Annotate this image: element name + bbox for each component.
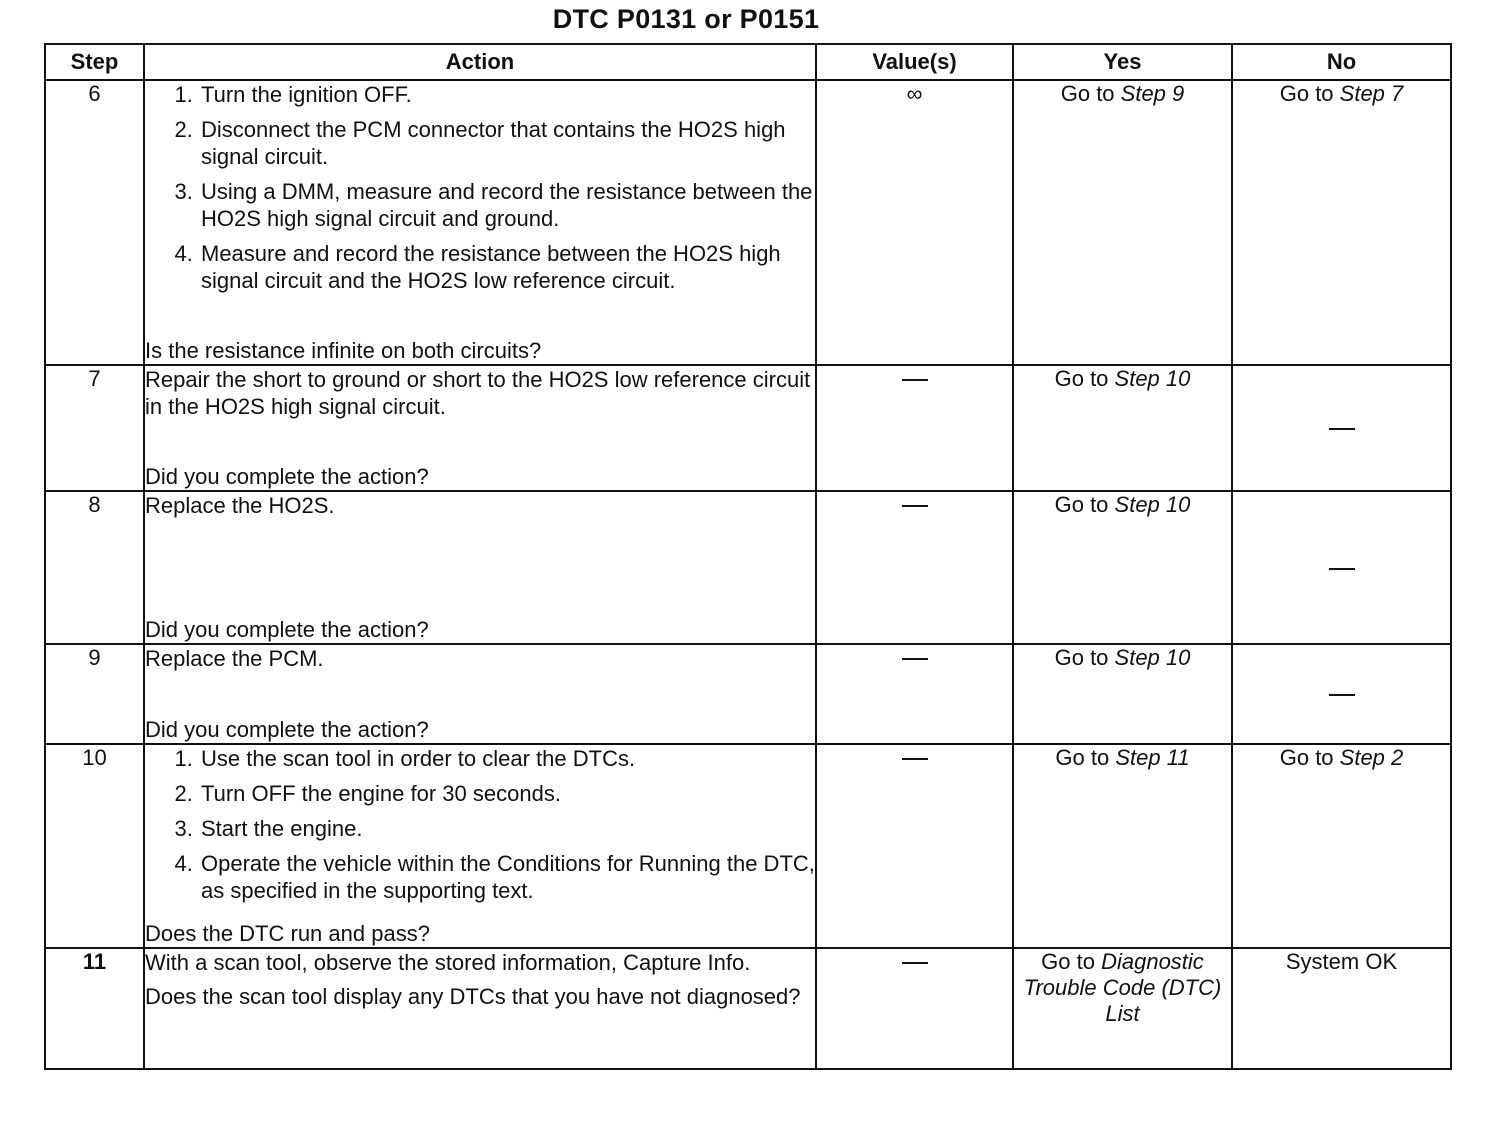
no-cell: [1232, 491, 1451, 644]
table-row: [45, 744, 1451, 948]
action-question: Is the resistance infinite on both circuits?: [145, 338, 542, 363]
yes-cell: [1013, 365, 1232, 491]
value-cell: [816, 491, 1013, 644]
list-item: 4. Operate the vehicle within the Conditions for Running the DTC, as specified in the supporting text.: [199, 850, 815, 904]
list-item: 1. Turn the ignition OFF.: [199, 81, 815, 108]
no-cell: [1232, 948, 1451, 1069]
no-cell: [1232, 80, 1451, 365]
list-item: 3. Start the engine.: [199, 815, 815, 842]
list-item: 2. Disconnect the PCM connector that contains the HO2S high signal circuit.: [199, 116, 815, 170]
table-row: [45, 365, 1451, 491]
header-no: No: [1232, 44, 1451, 80]
yes-goto-link[interactable]: Go to Step 9: [1060, 81, 1185, 106]
diagnostic-table: [44, 43, 1452, 1070]
value-cell: ∞: [816, 80, 1013, 365]
action-text: With a scan tool, observe the stored information, Capture Info.: [145, 950, 751, 975]
yes-cell: [1013, 948, 1232, 1069]
action-text: Repair the short to ground or short to the HO2S low reference circuit in the HO2S high signal circuit.: [145, 367, 811, 419]
yes-cell: [1013, 80, 1232, 365]
yes-goto-link[interactable]: Go to Diagnostic Trouble Code (DTC) List: [1023, 949, 1222, 1026]
action-question: Did you complete the action?: [145, 717, 429, 742]
header-step: Step: [45, 44, 144, 80]
no-result-text: System OK: [1285, 949, 1398, 974]
dash-mark: [902, 505, 928, 507]
step-number: 9: [45, 644, 144, 744]
yes-goto-link[interactable]: Go to Step 10: [1054, 492, 1191, 517]
action-question: Did you complete the action?: [145, 617, 429, 642]
value-cell: [816, 644, 1013, 744]
list-item: 1. Use the scan tool in order to clear the DTCs.: [199, 745, 815, 772]
yes-goto-link[interactable]: Go to Step 10: [1054, 645, 1191, 670]
dash-mark: [902, 658, 928, 660]
action-cell: [144, 80, 816, 365]
no-cell: [1232, 644, 1451, 744]
action-cell: [144, 491, 816, 644]
table-row: [45, 491, 1451, 644]
dash-mark: [902, 758, 928, 760]
yes-cell: [1013, 744, 1232, 948]
dash-mark: [902, 962, 928, 964]
header-values: Value(s): [816, 44, 1013, 80]
action-question: Does the DTC run and pass?: [145, 921, 430, 946]
yes-cell: [1013, 491, 1232, 644]
value-cell: [816, 365, 1013, 491]
page-title: DTC P0131 or P0151: [552, 4, 820, 34]
dash-mark: [1329, 694, 1355, 696]
header-yes: Yes: [1013, 44, 1232, 80]
list-item: 3. Using a DMM, measure and record the resistance between the HO2S high signal circuit and ground.: [199, 178, 815, 232]
action-steps: [145, 745, 815, 904]
no-goto-link[interactable]: Go to Step 7: [1279, 81, 1404, 106]
yes-cell: [1013, 644, 1232, 744]
action-question: Does the scan tool display any DTCs that you have not diagnosed?: [145, 984, 801, 1009]
action-text: Replace the HO2S.: [145, 493, 335, 518]
step-number: 11: [45, 948, 144, 1069]
no-cell: [1232, 744, 1451, 948]
table-row: [45, 644, 1451, 744]
action-cell: [144, 644, 816, 744]
step-number: 10: [45, 744, 144, 948]
no-goto-link[interactable]: Go to Step 2: [1279, 745, 1404, 770]
action-cell: [144, 744, 816, 948]
action-cell: [144, 948, 816, 1069]
value-cell: [816, 948, 1013, 1069]
header-action: Action: [144, 44, 816, 80]
list-item: 4. Measure and record the resistance between the HO2S high signal circuit and the HO2S low reference circuit.: [199, 240, 815, 294]
value-cell: [816, 744, 1013, 948]
dash-mark: [1329, 568, 1355, 570]
action-steps: [145, 81, 815, 294]
step-number: 8: [45, 491, 144, 644]
action-question: Did you complete the action?: [145, 464, 429, 489]
dash-mark: [902, 379, 928, 381]
table-row: [45, 80, 1451, 365]
header-row: [45, 44, 1451, 80]
no-cell: [1232, 365, 1451, 491]
action-cell: [144, 365, 816, 491]
dash-mark: [1329, 428, 1355, 430]
step-number: 7: [45, 365, 144, 491]
list-item: 2. Turn OFF the engine for 30 seconds.: [199, 780, 815, 807]
table-row: [45, 948, 1451, 1069]
yes-goto-link[interactable]: Go to Step 10: [1054, 366, 1191, 391]
action-text: Replace the PCM.: [145, 646, 324, 671]
yes-goto-link[interactable]: Go to Step 11: [1055, 745, 1190, 770]
step-number: 6: [45, 80, 144, 365]
